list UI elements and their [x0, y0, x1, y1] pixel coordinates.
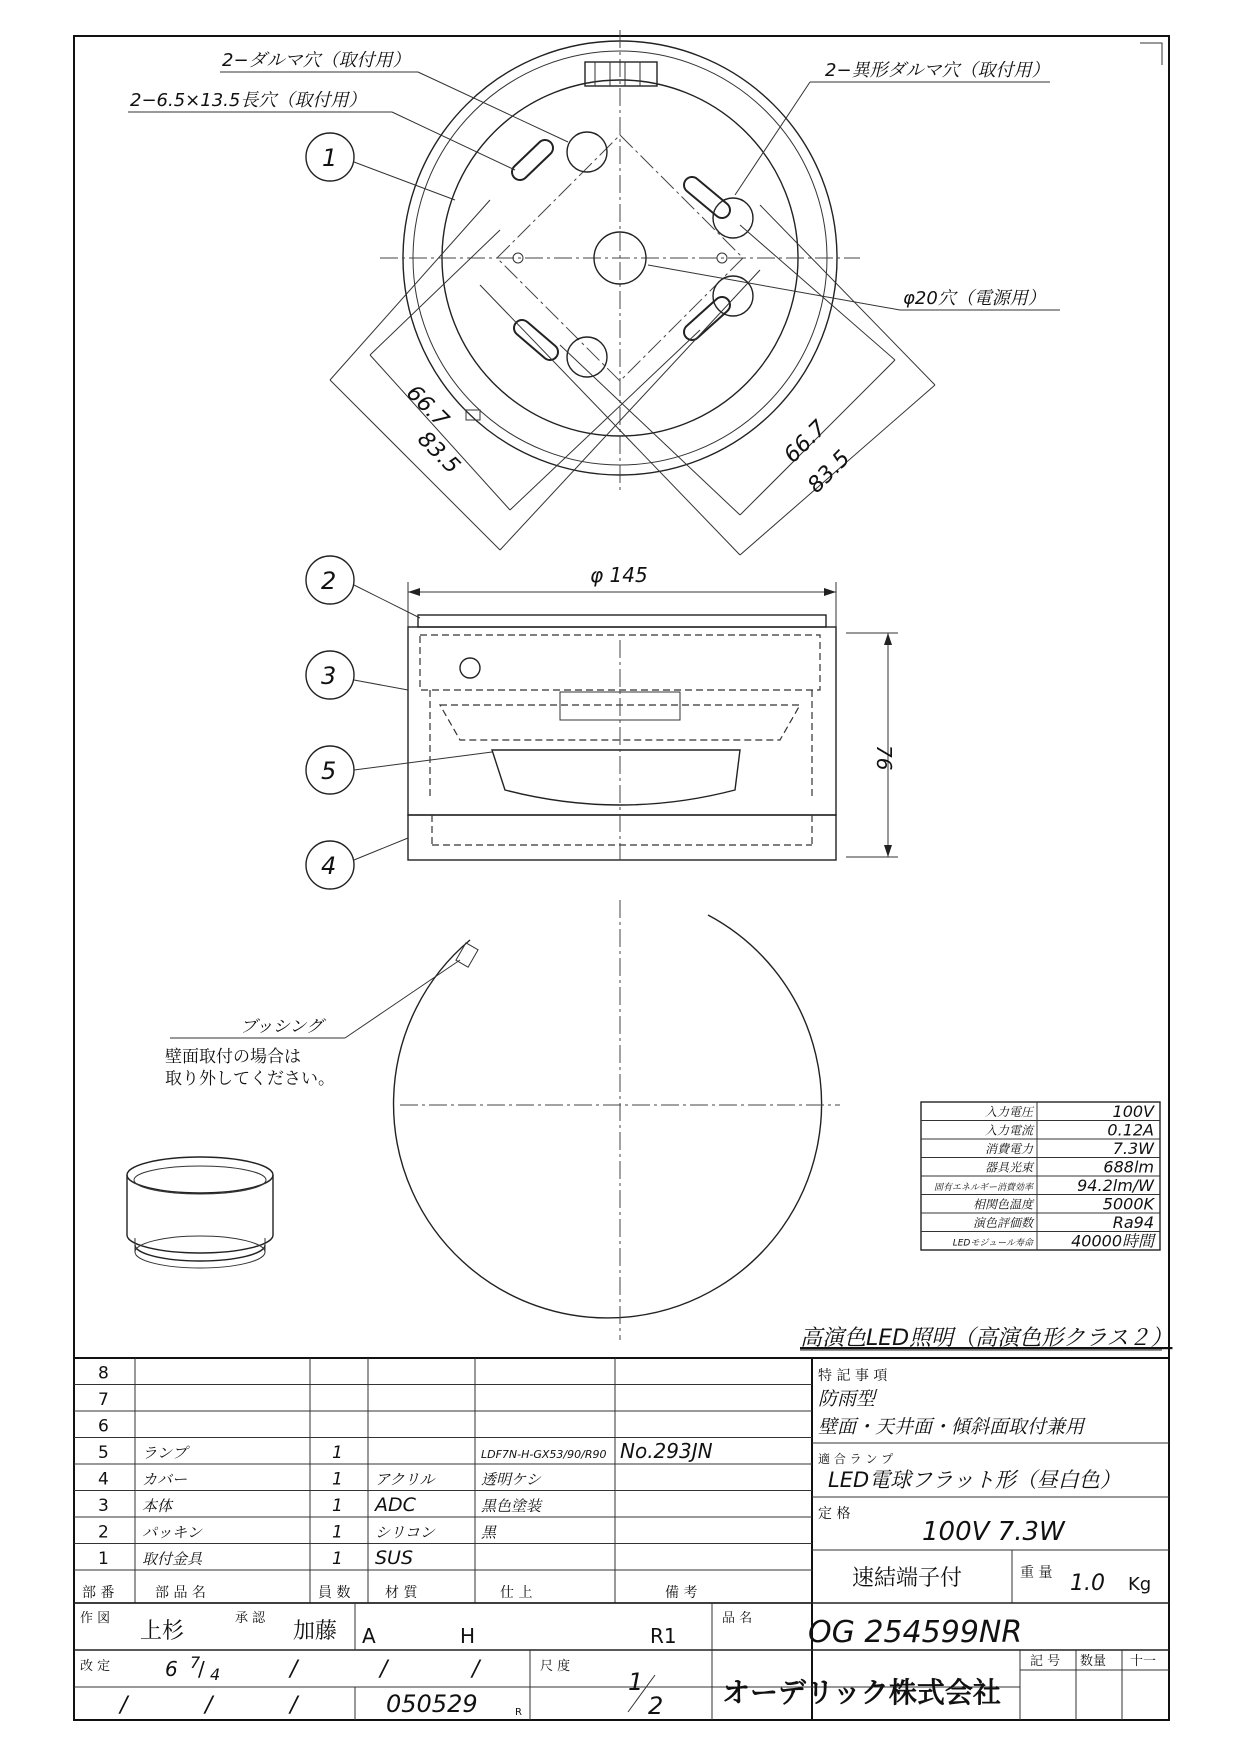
spec-label: 入力電圧: [984, 1105, 1033, 1119]
callout-long-hole-label: 2−6.5×13.5長穴（取付用）: [130, 90, 367, 111]
parts-cell-no: 1: [98, 1549, 109, 1569]
product-code: OG 254599NR: [808, 1615, 1023, 1650]
parts-cell-no: 4: [98, 1469, 109, 1490]
spec-label: 消費電力: [984, 1142, 1033, 1156]
parts-cell-name: 本体: [142, 1497, 173, 1515]
slash-1: /: [290, 1657, 298, 1682]
header-note: 備 考: [665, 1585, 698, 1601]
spec-label: 入力電流: [984, 1123, 1033, 1138]
parts-cell-name: 取付金具: [142, 1550, 203, 1568]
parts-cell-note: No.293JN: [620, 1439, 713, 1463]
parts-cell-name: パッキン: [142, 1523, 202, 1542]
parts-cell-qty: 1: [332, 1522, 343, 1543]
keyhole-lower-left: [522, 328, 607, 377]
scale-top: 1: [628, 1668, 644, 1696]
top-view: [128, 30, 1060, 555]
parts-cell-no: 3: [98, 1496, 109, 1516]
spec-label: 演色評価数: [972, 1216, 1033, 1230]
callout-leader-long-hole: [392, 112, 515, 170]
parts-cell-finish: LDF7N-H-GX53/90/R90: [481, 1448, 607, 1461]
lamp-value: LED電球フラット形（昼白色）: [828, 1468, 1121, 1492]
perspective-view: [127, 1157, 273, 1268]
dim-diameter-label: φ 145: [590, 563, 648, 587]
spec-value: 5000K: [1102, 1194, 1154, 1214]
lamp-title: 適 合 ラ ン プ: [818, 1452, 894, 1466]
weight-label: 重 量: [1020, 1565, 1053, 1581]
side-view: [306, 556, 898, 889]
spec-value: 40000時間: [1071, 1231, 1154, 1251]
packing-outline: [418, 615, 826, 627]
title-block: [74, 1603, 1169, 1720]
parts-cell-material: アクリル: [375, 1470, 435, 1489]
balloon-1-label: 1: [322, 144, 338, 172]
keyhole-upper-right: [692, 185, 753, 238]
spec-value: 100V: [1112, 1102, 1154, 1121]
spec-value: Ra94: [1112, 1213, 1154, 1232]
slash-2: /: [380, 1657, 388, 1682]
parts-cell-material: シリコン: [375, 1523, 435, 1542]
dim-83-left-label: 83.5: [412, 426, 465, 480]
spec-label: LEDモジュール寿命: [952, 1238, 1033, 1249]
revision-frac-bot: 4: [210, 1665, 221, 1684]
slash-3: /: [472, 1657, 480, 1682]
bushing-note-1: 壁面取付の場合は: [165, 1047, 301, 1067]
balloon-2-label: 2: [321, 567, 337, 595]
doc-number: 050529: [386, 1690, 478, 1718]
drawn-by: 上杉: [140, 1619, 185, 1644]
header-name: 部 品 名: [155, 1585, 206, 1601]
terminal-label: 速結端子付: [852, 1566, 963, 1591]
bushing-label: ブッシング: [240, 1017, 324, 1037]
keyhole-upper-left: [520, 132, 607, 172]
rating-value: 100V 7.3W: [922, 1517, 1065, 1547]
scale-bot: 2: [648, 1692, 664, 1720]
spec-label: 器具光束: [984, 1160, 1033, 1175]
lamp-outline: [492, 750, 740, 805]
notes-line-2: 壁面・天井面・傾斜面取付兼用: [818, 1416, 1085, 1438]
drawn-label: 作 図: [80, 1611, 111, 1626]
product-heading: 高演色LED照明（高演色形クラス２）: [800, 1326, 1173, 1351]
notes-title: 特 記 事 項: [818, 1368, 888, 1384]
header-qty: 員 数: [318, 1585, 351, 1601]
parts-cell-no: 8: [98, 1363, 109, 1384]
cover-outline: [408, 815, 836, 860]
revision-label: 改 定: [80, 1659, 111, 1674]
callout-daruma-label: 2−ダルマ穴（取付用）: [222, 50, 411, 71]
body-outline: [408, 627, 836, 815]
slash-4: /: [120, 1693, 128, 1718]
scale-label: 尺 度: [540, 1659, 571, 1674]
spec-value: 688lm: [1103, 1157, 1154, 1177]
rating-title: 定 格: [818, 1506, 851, 1522]
doc-suffix: R: [515, 1707, 522, 1718]
bushing-leader: [345, 960, 460, 1038]
keyhole-lower-right: [692, 276, 753, 332]
parts-cell-name: ランプ: [142, 1444, 188, 1462]
parts-cell-name: カバー: [142, 1470, 188, 1489]
bottom-view: [127, 900, 840, 1340]
company-name: オーデリック株式会社: [722, 1676, 1001, 1709]
parts-cell-qty: 1: [332, 1443, 343, 1463]
parts-cell-finish: 透明ケシ: [481, 1470, 541, 1489]
parts-cell-no: 7: [98, 1390, 109, 1410]
parts-cell-qty: 1: [332, 1549, 343, 1569]
parts-cell-material: ADC: [375, 1494, 416, 1516]
code-a: A: [362, 1624, 376, 1648]
approved-label: 承 認: [235, 1611, 266, 1626]
dim-66-left-label: 66.7: [401, 380, 454, 433]
balloon-3-label: 3: [321, 662, 337, 690]
spec-label: 固有エネルギー消費効率: [933, 1183, 1033, 1193]
code-r: R1: [650, 1624, 677, 1648]
dim-83-right-label: 83.5: [803, 445, 856, 499]
header-material: 材 質: [385, 1585, 418, 1601]
bushing: [456, 943, 478, 967]
callout-leader-irregular: [735, 82, 810, 195]
parts-cell-finish: 黒: [481, 1523, 497, 1542]
code-h: H: [460, 1624, 476, 1648]
callout-irregular-label: 2−異形ダルマ穴（取付用）: [825, 60, 1050, 81]
balloon-5-label: 5: [321, 757, 337, 785]
callout-leader-power: [648, 265, 900, 310]
parts-cell-finish: 黒色塗装: [481, 1497, 542, 1515]
cover-bottom-circle: [394, 915, 822, 1318]
revision-date-num: 6: [165, 1657, 178, 1681]
quantity-label: 数量: [1080, 1654, 1107, 1669]
notes-line-1: 防雨型: [818, 1388, 876, 1410]
parts-cell-qty: 1: [332, 1469, 343, 1490]
spec-label: 相関色温度: [972, 1197, 1033, 1212]
weight-unit: Kg: [1128, 1574, 1152, 1595]
spec-value: 0.12A: [1107, 1120, 1154, 1140]
parts-cell-no: 2: [98, 1522, 109, 1543]
header-no: 部 番: [82, 1585, 115, 1601]
spec-table: [921, 1102, 1160, 1251]
notes-block: [812, 1367, 1169, 1603]
spec-value: 7.3W: [1112, 1139, 1154, 1158]
corner-mark: [1140, 43, 1162, 65]
revision-frac-top: 7: [190, 1653, 201, 1672]
parts-cell-no: 6: [98, 1416, 109, 1437]
weight-value: 1.0: [1070, 1571, 1105, 1596]
bushing-note-2: 取り外してください。: [165, 1069, 335, 1089]
balloon-4-label: 4: [321, 852, 337, 880]
dim-height-label: 76: [872, 745, 896, 771]
header-finish: 仕 上: [500, 1585, 533, 1601]
parts-cell-no: 5: [98, 1443, 109, 1463]
callout-power-label: φ20穴（電源用）: [903, 288, 1046, 309]
cross-label: 十一: [1130, 1654, 1157, 1669]
symbol-label: 記 号: [1030, 1654, 1061, 1669]
dim-66-right-label: 66.7: [779, 415, 832, 469]
spec-value: 94.2lm/W: [1077, 1176, 1154, 1195]
revision-frac-slash: /: [198, 1657, 205, 1681]
approved-by: 加藤: [293, 1619, 338, 1644]
slash-6: /: [290, 1693, 298, 1718]
product-name-label: 品 名: [722, 1611, 753, 1626]
slash-5: /: [205, 1693, 213, 1718]
parts-cell-qty: 1: [332, 1496, 343, 1516]
parts-cell-material: SUS: [375, 1547, 414, 1569]
